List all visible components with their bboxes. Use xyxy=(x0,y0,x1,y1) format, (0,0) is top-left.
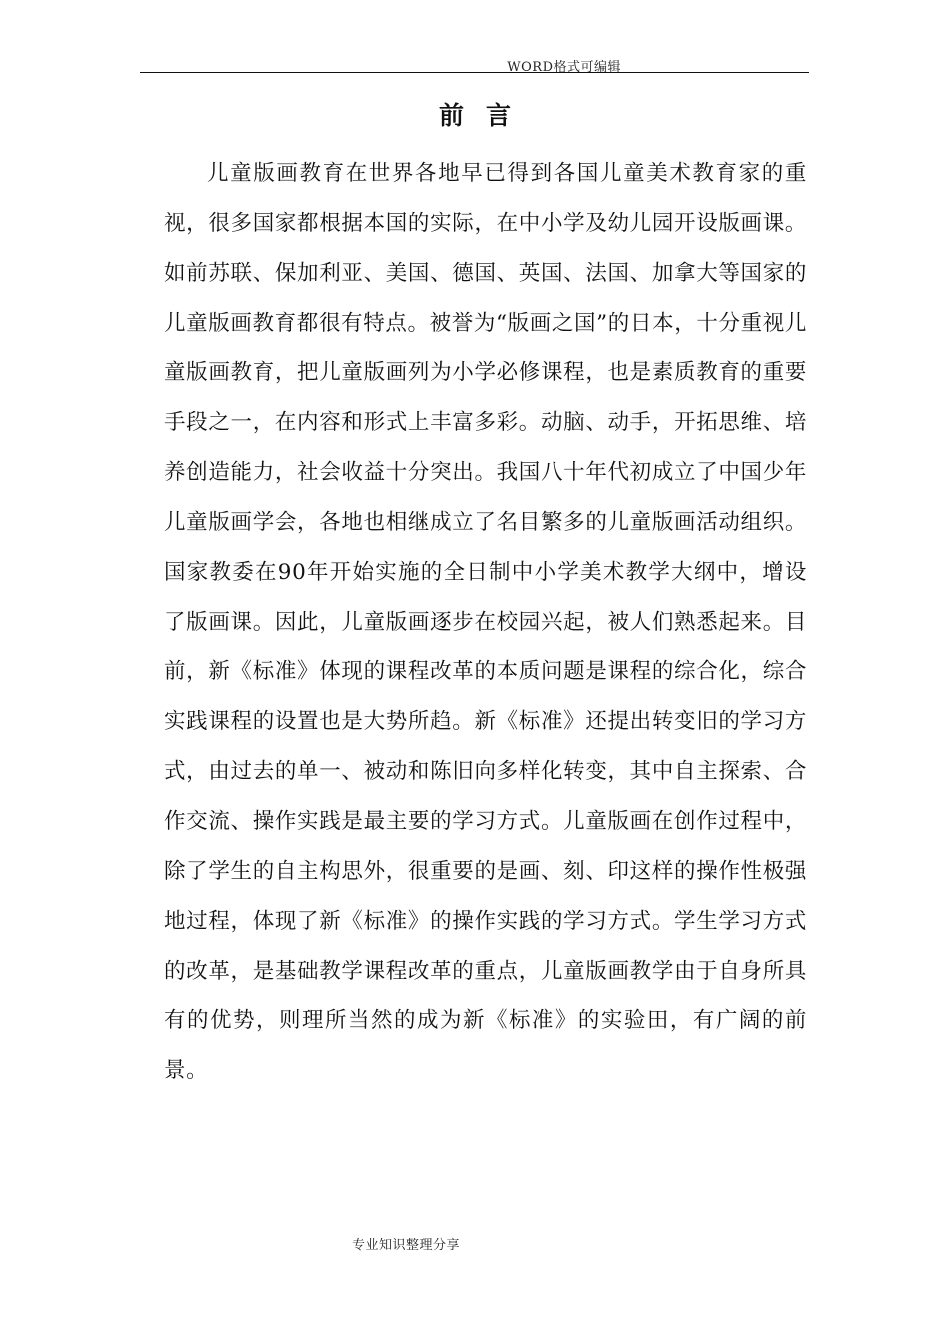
document-title: 前言 xyxy=(438,101,533,130)
header-divider xyxy=(140,72,809,73)
page-header-text: WORD格式可编辑 xyxy=(507,60,621,75)
body-paragraph: 儿童版画教育在世界各地早已得到各国儿童美术教育家的重视，很多国家都根据本国的实际，在中小学及幼儿园开设版画课。如前苏联、保加利亚、美国、德国、英国、法国、加拿大等国家的儿童版画教育都很有特点。被誉为“版画之国”的日本，十分重视儿童版画教育，把儿童版画列为小学必修课程，也是素质教育的重要手段之一，在内容和形式上丰富多彩。动脑、动手，开拓思维、培养创造能力，社会收益十分突出。我国八十年代初成立了中国少年儿童版画学会，各地也相继成立了名目繁多的儿童版画活动组织。国家教委在90年开始实施的全日制中小学美术教学大纲中，增设了版画课。因此，儿童版画逐步在校园兴起，被人们熟悉起来。目前，新《标准》体现的课程改革的本质问题是课程的综合化，综合实践课程的设置也是大势所趋。新《标准》还提出转变旧的学习方式，由过去的单一、被动和陈旧向多样化转变，其中自主探索、合作交流、操作实践是最主要的学习方式。儿童版画在创作过程中，除了学生的自主构思外，很重要的是画、刻、印这样的操作性极强地过程，体现了新《标准》的操作实践的学习方式。学生学习方式的改革，是基础教学课程改革的重点，儿童版画教学由于自身所具有的优势，则理所当然的成为新《标准》的实验田，有广阔的前景。 xyxy=(164,161,807,1084)
page-footer-text: 专业知识整理分享 xyxy=(352,1238,461,1253)
